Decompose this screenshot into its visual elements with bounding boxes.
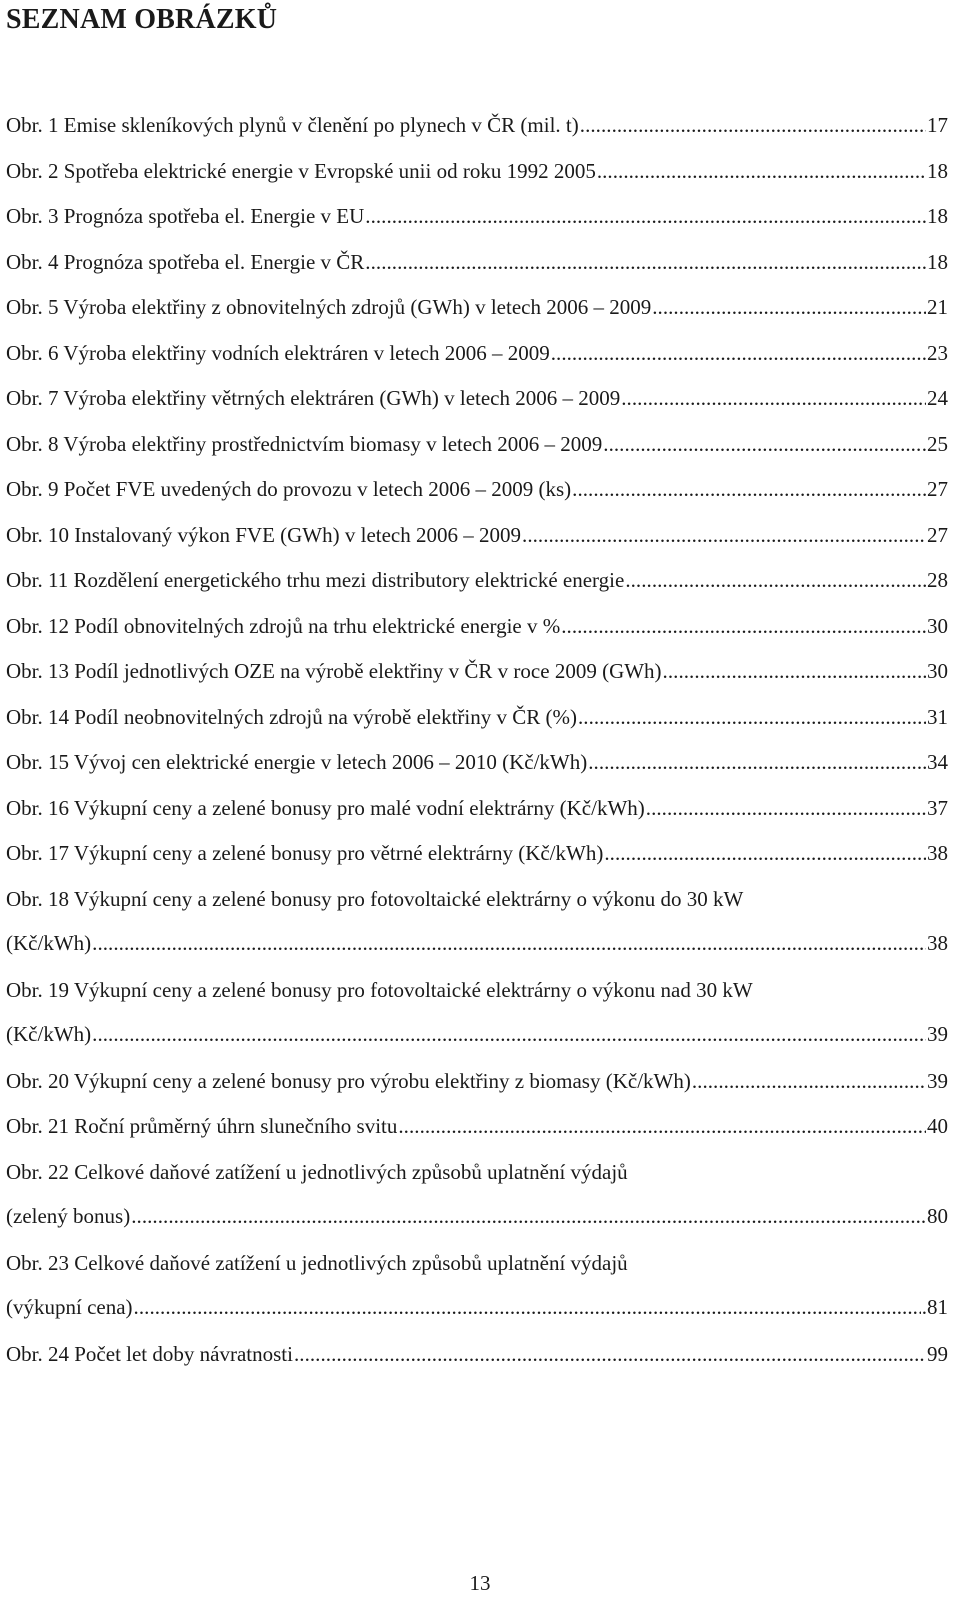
toc-entry: [6, 794, 948, 822]
toc-entry-title: Obr. 1 Emise skleníkových plynů v členění po plynech v ČR (mil. t): [6, 113, 579, 137]
dot-leader: [580, 111, 926, 139]
dot-leader: [646, 794, 926, 822]
dot-leader: [131, 1202, 926, 1230]
toc-entry-title: Obr. 21 Roční průměrný úhrn slunečního svitu: [6, 1114, 398, 1138]
toc-entry-page: 21: [927, 295, 948, 319]
dot-leader: [92, 929, 926, 957]
toc-entry-title: Obr. 2 Spotřeba elektrické energie v Evropské unii od roku 1992 2005: [6, 158, 596, 183]
toc-entry-page: 38: [927, 930, 948, 955]
dot-leader: [578, 703, 926, 731]
toc-entry: [6, 657, 948, 685]
dot-leader: [398, 1112, 926, 1140]
toc-entry: [6, 1112, 948, 1140]
toc-entry-page: 30: [927, 613, 948, 638]
toc-entry-title: Obr. 15 Vývoj cen elektrické energie v letech 2006 – 2010 (Kč/kWh): [6, 750, 588, 774]
toc-entry: [6, 839, 948, 867]
toc-entry: [6, 157, 948, 185]
toc-entry: [6, 521, 948, 549]
toc-entry-page: 23: [927, 340, 948, 365]
toc-entry-page: 28: [927, 568, 948, 592]
toc-entry: [6, 339, 948, 367]
toc-entry: [6, 1340, 948, 1368]
toc-entry: [6, 111, 948, 139]
toc-entry-page: 18: [927, 158, 948, 183]
toc-entry-page: 31: [927, 704, 948, 729]
toc-entry-title-line: Obr. 18 Výkupní ceny a zelené bonusy pro fotovoltaické elektrárny o výkonu do 30 kW: [6, 886, 744, 911]
dot-leader: [134, 1293, 921, 1321]
toc-entry-title-line: Obr. 23 Celkové daňové zatížení u jednotlivých způsobů uplatnění výdajů: [6, 1250, 628, 1275]
toc-entry: [6, 202, 948, 230]
toc-entry-title: Obr. 9 Počet FVE uvedených do provozu v letech 2006 – 2009 (ks): [6, 477, 572, 501]
dot-leader: [663, 657, 926, 685]
toc-entry-title: Obr. 6 Výroba elektřiny vodních elektráren v letech 2006 – 2009: [6, 340, 550, 365]
toc-entry-page: .25: [921, 431, 948, 456]
toc-entry-title: (výkupní cena): [6, 1294, 133, 1319]
dot-leader: [625, 566, 926, 594]
toc-entry: [6, 1158, 948, 1230]
toc-entry-title-line: Obr. 22 Celkové daňové zatížení u jednotlivých způsobů uplatnění výdajů: [6, 1159, 628, 1184]
toc-entry: [6, 703, 948, 731]
toc-entry: [6, 475, 948, 503]
toc-entry-page: 39: [927, 1021, 948, 1046]
toc-entry-page: 39: [927, 1068, 948, 1093]
dot-leader: [551, 339, 926, 367]
page-title: SEZNAM OBRÁZKŮ: [6, 4, 278, 35]
toc-entry-title: Obr. 20 Výkupní ceny a zelené bonusy pro výrobu elektřiny z biomasy (Kč/kWh): [6, 1068, 691, 1093]
toc-entry-title: Obr. 14 Podíl neobnovitelných zdrojů na výrobě elektřiny v ČR (%): [6, 704, 577, 729]
toc-entry-title: (Kč/kWh): [6, 930, 92, 955]
dot-leader: [652, 293, 926, 321]
dot-leader: [572, 475, 926, 503]
dot-leader: [604, 839, 926, 867]
dot-leader: [365, 248, 926, 276]
toc-entry: [6, 748, 948, 776]
dot-leader: [603, 430, 920, 458]
toc-entry-page: 18: [927, 249, 948, 274]
dot-leader: [522, 521, 926, 549]
toc-entry-title: Obr. 4 Prognóza spotřeba el. Energie v ČR: [6, 249, 365, 274]
toc-entry-title: Obr. 17 Výkupní ceny a zelené bonusy pro větrné elektrárny (Kč/kWh): [6, 841, 604, 865]
dot-leader: [294, 1340, 926, 1368]
toc-entry-title: Obr. 3 Prognóza spotřeba el. Energie v EU: [6, 204, 365, 228]
dot-leader: [561, 612, 926, 640]
toc-entry: [6, 1067, 948, 1095]
dot-leader: [92, 1020, 926, 1048]
toc-entry-page: 38: [927, 841, 948, 865]
dot-leader: [588, 748, 926, 776]
dot-leader: [621, 384, 926, 412]
toc-entry: [6, 293, 948, 321]
toc-entry-page: 34: [927, 750, 948, 774]
toc-entry-page: 99: [927, 1341, 948, 1366]
toc-entry-title: (zelený bonus): [6, 1203, 131, 1228]
toc-entry: [6, 976, 948, 1048]
dot-leader: [597, 157, 926, 185]
toc-entry-page: 17: [927, 113, 948, 137]
page-number: 13: [469, 1571, 491, 1595]
toc-entry-title: Obr. 12 Podíl obnovitelných zdrojů na trhu elektrické energie v %: [6, 613, 561, 638]
toc-entry-page: 37: [927, 795, 948, 820]
toc-entry-title: Obr. 24 Počet let doby návratnosti: [6, 1341, 293, 1366]
dot-leader: [365, 202, 926, 230]
dot-leader: [692, 1067, 926, 1095]
toc-entry-title: Obr. 10 Instalovaný výkon FVE (GWh) v letech 2006 – 2009: [6, 522, 522, 547]
toc-entry-page: .81: [921, 1294, 948, 1319]
toc-entry-title: Obr. 7 Výroba elektřiny větrných elektráren (GWh) v letech 2006 – 2009: [6, 386, 621, 410]
toc-entry-title: (Kč/kWh): [6, 1021, 92, 1046]
toc-entry-title: Obr. 13 Podíl jednotlivých OZE na výrobě elektřiny v ČR v roce 2009 (GWh): [6, 659, 662, 683]
toc-entry: [6, 566, 948, 594]
toc-entry-title-line: Obr. 19 Výkupní ceny a zelené bonusy pro fotovoltaické elektrárny o výkonu nad 30 kW: [6, 977, 753, 1002]
toc-entry-page: 40: [927, 1114, 948, 1138]
toc-entry-page: 27: [927, 477, 948, 501]
toc-entry-title: Obr. 5 Výroba elektřiny z obnovitelných zdrojů (GWh) v letech 2006 – 2009: [6, 295, 652, 319]
toc-entry-title: Obr. 16 Výkupní ceny a zelené bonusy pro malé vodní elektrárny (Kč/kWh): [6, 795, 645, 820]
toc-entry-page: 27: [927, 522, 948, 547]
toc-entry: [6, 248, 948, 276]
toc-entry-title: Obr. 11 Rozdělení energetického trhu mezi distributory elektrické energie: [6, 568, 625, 592]
toc-entry: [6, 612, 948, 640]
toc-entry: [6, 430, 948, 458]
toc-entry: [6, 885, 948, 957]
toc-entry-page: 24: [927, 386, 948, 410]
toc-entry-page: 30: [927, 659, 948, 683]
toc-entry: [6, 1249, 948, 1321]
toc-entry-page: 80: [927, 1203, 948, 1228]
toc-entry-title: Obr. 8 Výroba elektřiny prostřednictvím biomasy v letech 2006 – 2009: [6, 431, 603, 456]
toc-entry-page: 18: [927, 204, 948, 228]
toc-entry: [6, 384, 948, 412]
